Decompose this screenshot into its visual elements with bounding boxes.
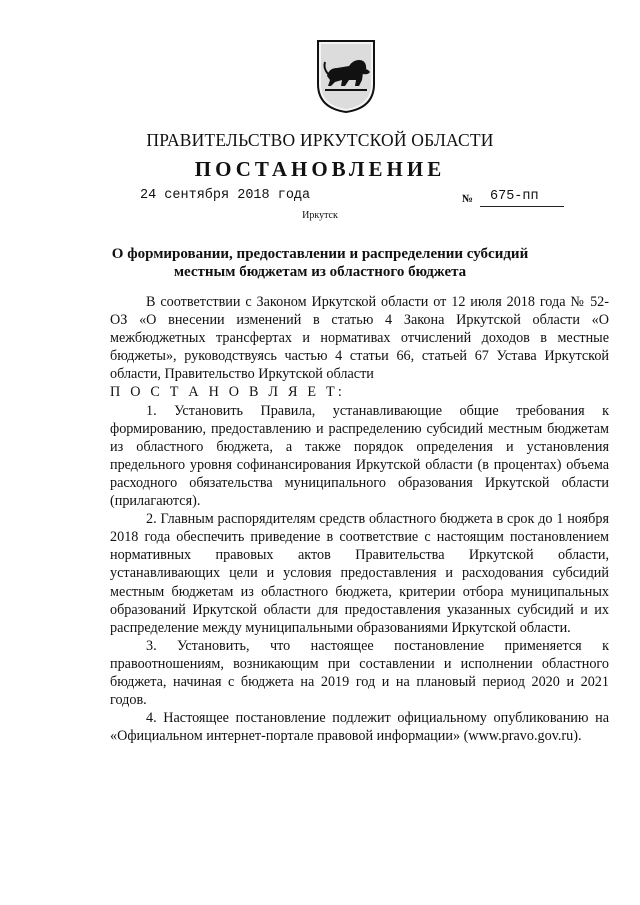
government-name: ПРАВИТЕЛЬСТВО ИРКУТСКОЙ ОБЛАСТИ: [146, 130, 494, 150]
document-type: ПОСТАНОВЛЕНИЕ: [194, 157, 446, 181]
document-city: Иркутск: [302, 210, 338, 221]
resolves-heading: П О С Т А Н О В Л Я Е Т:: [110, 384, 345, 401]
clause-2: 2. Главным распорядителям средств областного бюджета в срок до 1 ноября 2018 года обеспечить приведение в соответствие с настоящим постановлением нормативных правовых актов Правительства Иркутской области, устанавливающих цели и условия предоставления и расходования субсидий местным бюджетам из областного бюджета, критерии отбора муниципальных образований Иркутской области для предоставления указанных субсидий и их распределение между муниципальными образованиями Иркутской области.: [110, 511, 609, 636]
document-body: [110, 293, 609, 745]
document-title: О формировании, предоставлении и распределении субсидий местным бюджетам из областного бюджета: [111, 246, 529, 280]
coat-of-arms-icon: [315, 38, 377, 114]
number-label: №: [462, 193, 474, 205]
clause-4: 4. Настоящее постановление подлежит официальному опубликованию на «Официальном интернет-портале правовой информации» (www.pravo.gov.ru).: [110, 710, 609, 745]
document-number: 675-пп: [480, 188, 564, 207]
clause-1: 1. Установить Правила, устанавливающие общие требования к формированию, предоставлению и распределению субсидий местным бюджетам из областного бюджета, а также порядок определения и установления предельного уровня софинансирования Иркутской области (в процентах) объема расходного обязательства муниципального образования Иркутской области (прилагаются).: [110, 402, 609, 510]
clause-3: 3. Установить, что настоящее постановление применяется к правоотношениям, возникающим при составлении и исполнении областного бюджета, начиная с бюджета на 2019 год и на плановый период 2020 и 2021 годов.: [110, 637, 609, 709]
preamble-paragraph: В соответствии с Законом Иркутской области от 12 июля 2018 года № 52-ОЗ «О внесении изменений в статью 4 Закона Иркутской области «О межбюджетных трансфертах и нормативах отчислений доходов в местные бюджеты», руководствуясь частью 4 статьи 66, статьей 67 Устава Иркутской области, Правительство Иркутской области: [110, 294, 609, 383]
document-date: 24 сентября 2018 года: [140, 188, 311, 203]
